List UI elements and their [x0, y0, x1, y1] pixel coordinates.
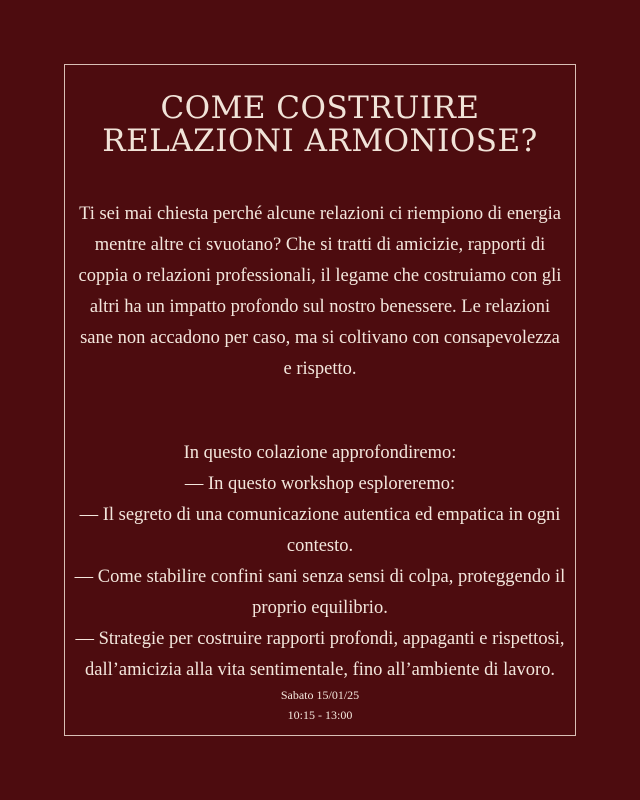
topics-list — [74, 438, 566, 686]
list-item: — Come stabilire confini sani senza sensi di colpa, proteggendo il proprio equilibrio. — [74, 567, 566, 618]
title-line-2: RELAZIONI ARMONIOSE? — [102, 123, 538, 159]
event-date: Sabato 15/01/25 — [280, 688, 360, 702]
list-item: — Strategie per costruire rapporti profondi, appaganti e rispettosi, dall’amicizia alla vita sentimentale, fino all’ambiente di lavoro. — [75, 629, 565, 680]
topics-heading: In questo colazione approfondiremo: — [183, 443, 457, 463]
list-item: — In questo workshop esploreremo: — [184, 474, 456, 494]
page-title — [0, 92, 640, 158]
event-time: 10:15 - 13:00 — [287, 708, 353, 722]
intro-paragraph: Ti sei mai chiesta perché alcune relazioni ci riempiono di energia mentre altre ci svuotano? Che si tratti di amicizie, rapporti di coppia o relazioni professionali, il legame che costruiamo con gli altri ha un impatto profondo sul nostro benessere. Le relazioni sane non accadono per caso, ma si coltivano con consapevolezza e rispetto. — [78, 204, 562, 379]
title-line-1: COME COSTRUIRE — [160, 90, 480, 126]
list-item: — Il segreto di una comunicazione autentica ed empatica in ogni contesto. — [79, 505, 561, 556]
